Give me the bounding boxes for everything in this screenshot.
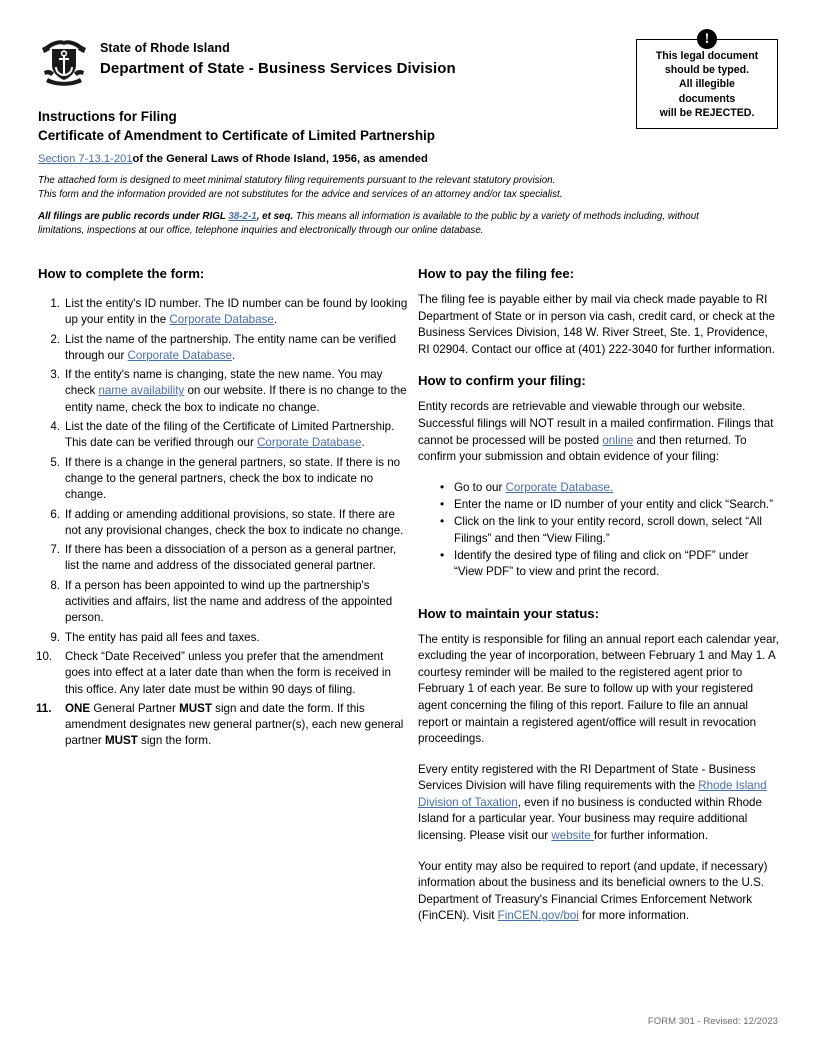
disclaimer-line-2: This form and the information provided are not substitutes for the advice and services of an attorney and/or tax specialist. — [38, 188, 563, 200]
bullet-1-pre: Go to our — [454, 480, 506, 494]
title-line-1: Instructions for Filing — [38, 109, 177, 124]
step-item-3 — [38, 367, 410, 416]
step-4-text-pre: List the date of the filing of the Certificate of Limited Partnership. This date can be verified through our — [65, 420, 395, 450]
step-7-text: If there has been a dissociation of a person as a general partner, list the name and address of the dissociated general partner. — [65, 543, 397, 573]
step-item-8 — [38, 578, 410, 627]
step-11-bold-one: ONE — [65, 701, 91, 715]
corporate-database-link[interactable]: Corporate Database. — [505, 480, 614, 494]
step-2-text-post: . — [231, 348, 236, 362]
maintain-p2-post: for further information. — [593, 829, 708, 843]
step-item-9 — [38, 630, 410, 646]
online-link[interactable]: online — [602, 433, 634, 447]
step-5-text: If there is a change in the general partners, so state. If there is no change to the general partners, check the box to indicate no change. — [65, 455, 401, 502]
public-records-rest: This means all information is available to the public by a variety of methods including, without limitations, inspections at our office, telephone inquiries and electronically through our online database. — [38, 211, 699, 236]
division-of-taxation-link[interactable]: Rhode Island Division of Taxation — [418, 779, 767, 809]
bullet-2-text: Enter the name or ID number of your entity and click “Search.” — [454, 498, 773, 512]
fincen-link[interactable]: FinCEN.gov/boi — [497, 909, 579, 923]
step-3-text-post: on our website. If there is no change to the entity name, check the box to indicate no change. — [65, 384, 407, 414]
list-item — [440, 548, 780, 581]
name-availability-link[interactable]: name availability — [98, 384, 185, 398]
step-11-mid-3: sign the form. — [137, 734, 212, 748]
public-records-bold-prefix: All filings are public records under RIGL — [38, 211, 229, 222]
left-column — [38, 265, 410, 753]
step-item-1 — [38, 296, 410, 329]
how-to-complete-heading: How to complete the form: — [38, 266, 205, 281]
step-3-text-pre: If the entity's name is changing, state the new name. You may check — [65, 368, 383, 398]
step-11-mid-2: sign and date the form. If this amendment designates new general partner(s), each new general partner — [65, 701, 404, 748]
pay-filing-fee-text: The filing fee is payable either by mail via check made payable to RI Department of State or in person via cash, credit card, or check at the Business Services Division, 148 W. River Street, Ste. 1, Providence, RI 02904. Contact our office at (401) 222-3040 for further information. — [418, 293, 776, 356]
title-line-2: Certificate of Amendment to Certificate of Limited Partnership — [38, 128, 436, 143]
step-item-5 — [38, 455, 410, 504]
confirm-text-post: and then returned. To confirm your submission and obtain evidence of your filing: — [418, 433, 747, 464]
maintain-status-paragraph-1: The entity is responsible for filing an annual report each calendar year, excluding the year of incorporation, between February 1 and May 1. A courtesy reminder will be mailed to the registered agent prior to February 1 of each year. Be sure to follow up with your registered agent concerning the filing of this report. Failure to file an annual report or maintain a registered agent/office will result in revocation proceedings. — [418, 632, 779, 746]
instruction-steps-list — [38, 296, 410, 750]
statute-reference — [38, 152, 428, 167]
agency-identity — [38, 36, 456, 87]
website-link[interactable]: website — [551, 829, 594, 843]
corporate-database-link[interactable]: Corporate Database — [169, 313, 274, 327]
bullet-3-text: Click on the link to your entity record, scroll down, select “All Filings” and then “View Filing.” — [454, 515, 762, 545]
fincen-post: for more information. — [578, 909, 690, 923]
page-title — [38, 107, 638, 145]
disclaimer-line-1: The attached form is designed to meet minimal statutory filing requirements pursuant to the relevant statutory provision. — [38, 175, 556, 186]
form-footer: FORM 301 - Revised: 12/2023 — [647, 1016, 778, 1027]
statute-rest: of the General Laws of Rhode Island, 1956, as amended — [132, 153, 428, 165]
how-to-confirm-heading: How to confirm your filing: — [418, 373, 586, 389]
step-2-text-pre: List the name of the partnership. The entity name can be verified through our — [65, 332, 397, 362]
state-name: State of Rhode Island — [100, 41, 230, 55]
how-to-maintain-heading: How to maintain your status: — [418, 605, 599, 621]
public-records-notice — [38, 210, 710, 237]
bullet-4-text: Identify the desired type of filing and click on “PDF” under “View PDF” to view and print the record. — [454, 548, 749, 579]
step-9-text: The entity has paid all fees and taxes. — [65, 630, 260, 644]
spacer — [418, 595, 780, 605]
step-item-6 — [38, 507, 410, 540]
notice-box — [636, 31, 778, 129]
right-column — [418, 265, 780, 939]
list-item — [440, 497, 780, 513]
corporate-database-link[interactable]: Corporate Database — [257, 436, 362, 450]
step-11-bold-must-2: MUST — [104, 734, 138, 748]
list-item — [440, 514, 780, 547]
public-records-bold-suffix: , et seq. — [256, 211, 294, 222]
step-6-text: If adding or amending additional provisions, so state. If there are not any provisional changes, check the box to indicate no change. — [65, 507, 404, 537]
notice-line-3: All illegible — [679, 78, 735, 91]
step-11-mid-1: General Partner — [90, 701, 180, 715]
fincen-paragraph — [418, 859, 780, 925]
step-10-text: Check “Date Received” unless you prefer that the amendment goes into effect at a later date than when the form is received in this office. Any later date must be within 90 days of filing. — [65, 649, 391, 696]
notice-line-2: should be typed. — [664, 64, 750, 77]
confirm-steps-list — [418, 480, 780, 581]
disclaimer-block — [38, 174, 698, 201]
step-11-bold-must-1: MUST — [179, 701, 212, 715]
step-4-text-post: . — [361, 436, 365, 450]
confirm-filing-text — [418, 399, 780, 465]
maintain-status-paragraph-2 — [418, 762, 780, 845]
rhode-island-state-seal-icon — [38, 37, 90, 87]
maintain-p2-pre: Every entity registered with the RI Department of State - Business Services Division will have filing requirements with the — [418, 762, 756, 793]
notice-line-4: documents — [678, 92, 736, 105]
maintain-p2-mid: , even if no business is conducted within Rhode Island for a particular year. Your business may require additional licensing. Please visit our — [418, 795, 762, 843]
statute-link[interactable]: Section 7-13.1-201 — [38, 153, 133, 165]
fincen-pre: Your entity may also be required to report (and update, if necessary) information about the business and its beneficial owners to the U.S. Department of Treasury's Financial Crimes Enforcement Network (FinCEN). Visit — [418, 859, 768, 923]
corporate-database-link[interactable]: Corporate Database — [127, 348, 232, 362]
step-item-4 — [38, 419, 410, 452]
confirm-text-pre: Entity records are retrievable and viewable through our website. Successful filings will NOT result in a mailed confirmation. Filings that cannot be processed will be posted — [418, 400, 774, 447]
step-item-2 — [38, 332, 410, 365]
how-to-pay-heading: How to pay the filing fee: — [418, 266, 575, 281]
step-item-7 — [38, 542, 410, 575]
legal-notice — [636, 31, 778, 129]
exclamation-circle-icon: ! — [697, 29, 717, 49]
step-item-11 — [38, 701, 410, 750]
notice-line-5: will be REJECTED. — [659, 106, 755, 119]
rigl-link[interactable]: 38-2-1 — [228, 211, 257, 222]
notice-line-1: This legal document — [655, 50, 759, 62]
step-item-10 — [38, 649, 410, 698]
department-name: Department of State - Business Services Division — [100, 60, 456, 77]
step-1-text-post: . — [273, 313, 278, 327]
list-item — [440, 480, 780, 496]
step-1-text-pre: List the entity's ID number. The ID number can be found by looking up your entity in the — [65, 297, 408, 327]
step-8-text: If a person has been appointed to wind up the partnership's activities and affairs, list the name and address of the appointed person. — [65, 578, 393, 625]
